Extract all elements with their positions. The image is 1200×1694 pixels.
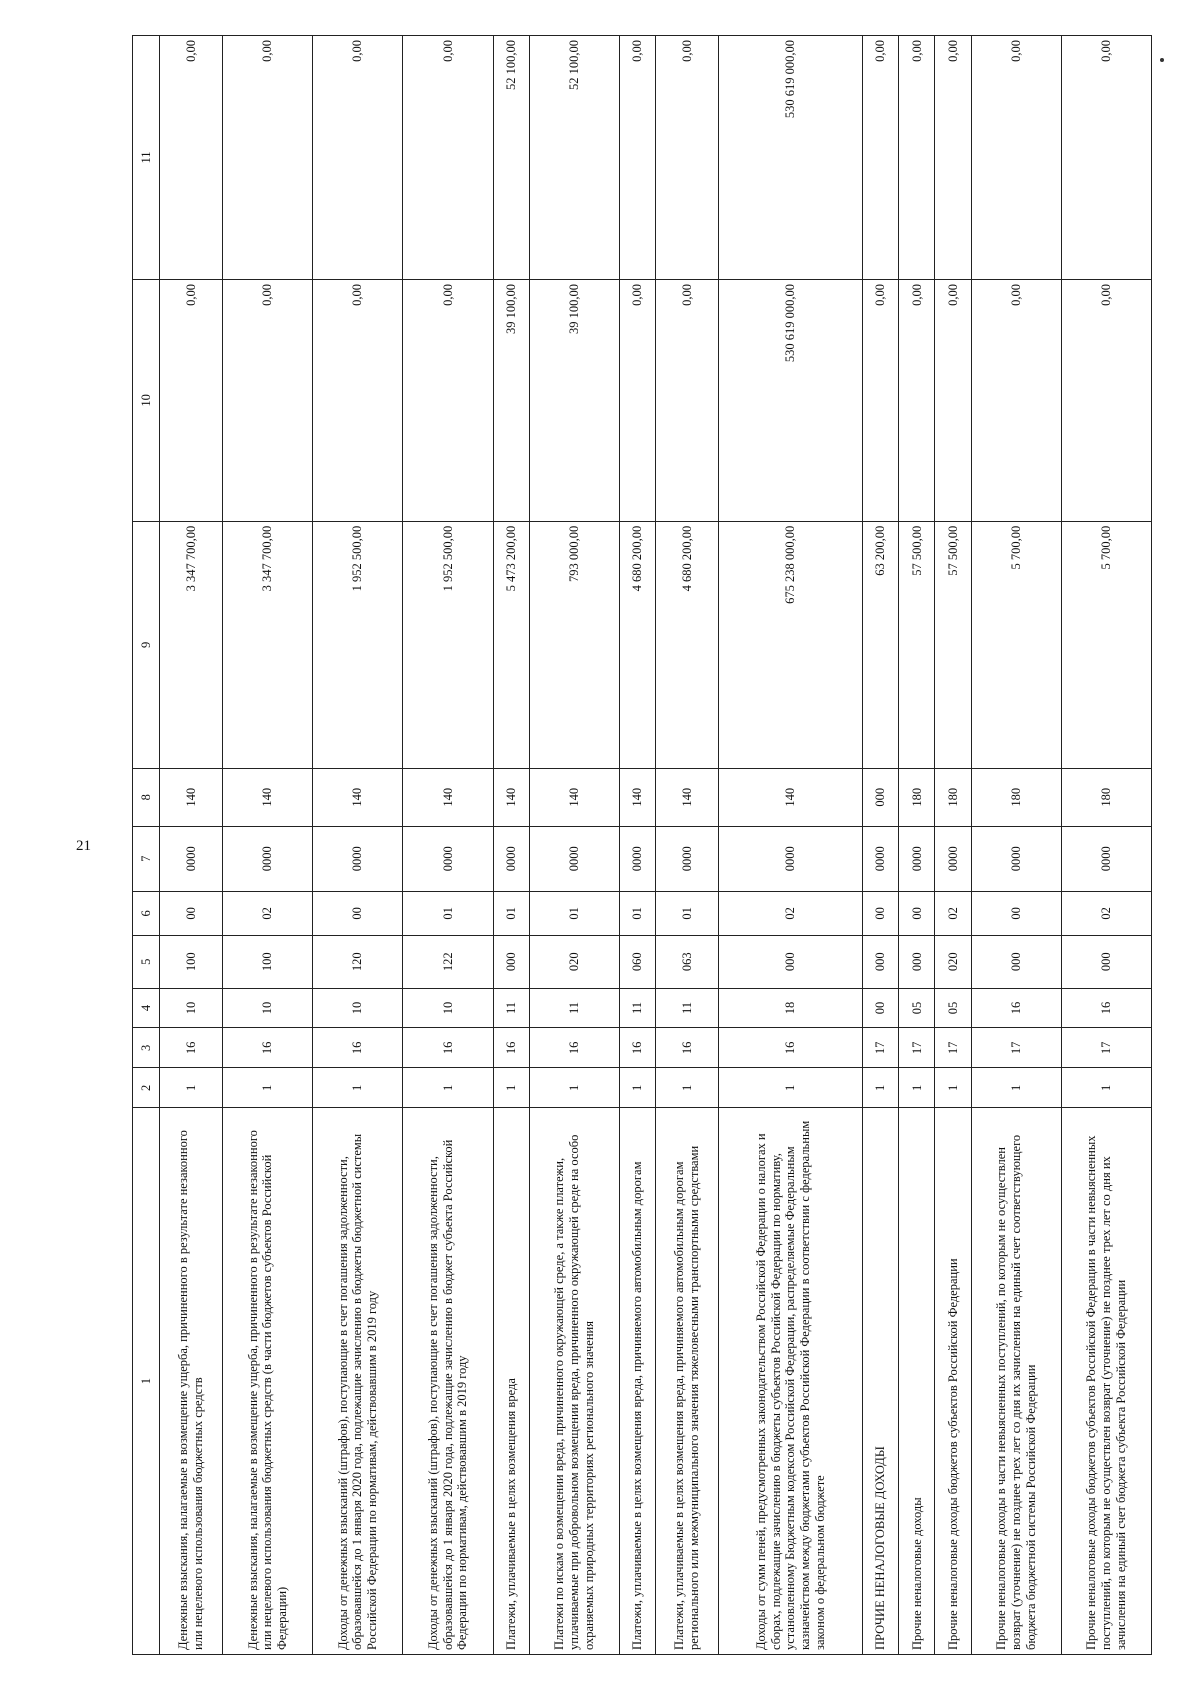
amount-col-9-cell: 4 680 200,00: [655, 521, 718, 768]
amount-col-11-cell: 0,00: [1061, 36, 1151, 280]
col-8-cell: 140: [403, 768, 493, 826]
table-row: [619, 36, 655, 1655]
description-cell: Денежные взыскания, налагаемые в возмещение ущерба, причиненного в результате незаконного или нецелевого использования бюджетных средств: [160, 1108, 223, 1655]
amount-col-10-cell: 0,00: [971, 279, 1061, 521]
amount-col-10-cell: 0,00: [313, 279, 403, 521]
col-4-cell: 16: [1061, 988, 1151, 1028]
table-row: [313, 36, 403, 1655]
table-row: [971, 36, 1061, 1655]
table-body: [160, 36, 1152, 1655]
col-6-cell: 00: [313, 891, 403, 935]
col-2-cell: 1: [899, 1068, 935, 1108]
amount-col-9-cell: 1 952 500,00: [313, 521, 403, 768]
col-8-cell: 180: [935, 768, 971, 826]
amount-col-10-cell: 0,00: [655, 279, 718, 521]
header-col-9: 9: [133, 521, 160, 768]
page-number: 21: [76, 838, 91, 854]
amount-col-10-cell: 0,00: [619, 279, 655, 521]
amount-col-9-cell: 5 473 200,00: [493, 521, 529, 768]
col-8-cell: 140: [719, 768, 863, 826]
col-3-cell: 17: [971, 1028, 1061, 1068]
amount-col-10-cell: 0,00: [160, 279, 223, 521]
amount-col-11-cell: 52 100,00: [493, 36, 529, 280]
col-5-cell: 020: [935, 935, 971, 988]
table-row: [719, 36, 863, 1655]
amount-col-10-cell: 0,00: [863, 279, 899, 521]
amount-col-11-cell: 530 619 000,00: [719, 36, 863, 280]
amount-col-11-cell: 0,00: [313, 36, 403, 280]
col-8-cell: 140: [313, 768, 403, 826]
col-2-cell: 1: [1061, 1068, 1151, 1108]
col-3-cell: 16: [160, 1028, 223, 1068]
col-4-cell: 10: [403, 988, 493, 1028]
description-cell: ПРОЧИЕ НЕНАЛОГОВЫЕ ДОХОДЫ: [863, 1108, 899, 1655]
amount-col-10-cell: 0,00: [223, 279, 313, 521]
col-4-cell: 10: [160, 988, 223, 1028]
col-7-cell: 0000: [899, 826, 935, 891]
col-8-cell: 000: [863, 768, 899, 826]
col-5-cell: 100: [160, 935, 223, 988]
col-2-cell: 1: [493, 1068, 529, 1108]
col-2-cell: 1: [655, 1068, 718, 1108]
col-6-cell: 00: [160, 891, 223, 935]
header-col-1: 1: [133, 1108, 160, 1655]
header-col-2: 2: [133, 1068, 160, 1108]
col-4-cell: 10: [223, 988, 313, 1028]
amount-col-11-cell: 0,00: [935, 36, 971, 280]
col-8-cell: 180: [899, 768, 935, 826]
description-cell: Прочие неналоговые доходы в части невыясненных поступлений, по которым не осуществлен возврат (уточнение) не позднее трех лет со дня их зачисления на единый счет соответствующего бюджета бюджетной системы Российской Федерации: [971, 1108, 1061, 1655]
col-6-cell: 02: [1061, 891, 1151, 935]
col-3-cell: 17: [935, 1028, 971, 1068]
col-7-cell: 0000: [619, 826, 655, 891]
col-4-cell: 18: [719, 988, 863, 1028]
col-6-cell: 02: [719, 891, 863, 935]
revenue-table: [132, 35, 1152, 1655]
header-col-10: 10: [133, 279, 160, 521]
description-cell: Платежи, уплачиваемые в целях возмещения вреда, причиняемого автомобильным дорогам регионального или межмуниципального значения тяжеловесными транспортными средствами: [655, 1108, 718, 1655]
col-5-cell: 020: [529, 935, 619, 988]
col-2-cell: 1: [313, 1068, 403, 1108]
col-8-cell: 140: [493, 768, 529, 826]
col-2-cell: 1: [223, 1068, 313, 1108]
col-4-cell: 16: [971, 988, 1061, 1028]
col-6-cell: 00: [899, 891, 935, 935]
amount-col-9-cell: 793 000,00: [529, 521, 619, 768]
col-4-cell: 11: [619, 988, 655, 1028]
amount-col-9-cell: 5 700,00: [1061, 521, 1151, 768]
amount-col-11-cell: 52 100,00: [529, 36, 619, 280]
description-cell: Платежи по искам о возмещении вреда, причиненного окружающей среде, а также платежи, уплачиваемые при добровольном возмещении вреда, причиненного окружающей среде на особо охраняемых природных территориях регионального значения: [529, 1108, 619, 1655]
amount-col-10-cell: 0,00: [1061, 279, 1151, 521]
col-2-cell: 1: [971, 1068, 1061, 1108]
col-2-cell: 1: [719, 1068, 863, 1108]
amount-col-9-cell: 5 700,00: [971, 521, 1061, 768]
col-8-cell: 140: [529, 768, 619, 826]
col-5-cell: 100: [223, 935, 313, 988]
amount-col-10-cell: 0,00: [403, 279, 493, 521]
col-7-cell: 0000: [1061, 826, 1151, 891]
col-7-cell: 0000: [655, 826, 718, 891]
col-5-cell: 122: [403, 935, 493, 988]
col-8-cell: 140: [160, 768, 223, 826]
amount-col-9-cell: 675 238 000,00: [719, 521, 863, 768]
header-col-11: 11: [133, 36, 160, 280]
table-row: [160, 36, 223, 1655]
col-4-cell: 05: [935, 988, 971, 1028]
amount-col-11-cell: 0,00: [863, 36, 899, 280]
col-7-cell: 0000: [493, 826, 529, 891]
table-row: [1061, 36, 1151, 1655]
amount-col-11-cell: 0,00: [619, 36, 655, 280]
col-8-cell: 180: [1061, 768, 1151, 826]
table-row: [493, 36, 529, 1655]
header-col-5: 5: [133, 935, 160, 988]
col-3-cell: 16: [655, 1028, 718, 1068]
col-4-cell: 11: [493, 988, 529, 1028]
header-row: [133, 36, 160, 1655]
col-6-cell: 01: [493, 891, 529, 935]
col-5-cell: 000: [493, 935, 529, 988]
col-4-cell: 00: [863, 988, 899, 1028]
col-7-cell: 0000: [313, 826, 403, 891]
col-3-cell: 16: [493, 1028, 529, 1068]
col-2-cell: 1: [160, 1068, 223, 1108]
amount-col-11-cell: 0,00: [223, 36, 313, 280]
col-3-cell: 17: [1061, 1028, 1151, 1068]
col-5-cell: 063: [655, 935, 718, 988]
col-7-cell: 0000: [529, 826, 619, 891]
col-3-cell: 16: [719, 1028, 863, 1068]
col-4-cell: 11: [655, 988, 718, 1028]
col-2-cell: 1: [529, 1068, 619, 1108]
col-5-cell: 000: [899, 935, 935, 988]
col-5-cell: 000: [971, 935, 1061, 988]
amount-col-9-cell: 3 347 700,00: [160, 521, 223, 768]
col-5-cell: 120: [313, 935, 403, 988]
col-5-cell: 000: [719, 935, 863, 988]
col-2-cell: 1: [403, 1068, 493, 1108]
amount-col-9-cell: 63 200,00: [863, 521, 899, 768]
amount-col-9-cell: 1 952 500,00: [403, 521, 493, 768]
table-row: [863, 36, 899, 1655]
col-4-cell: 11: [529, 988, 619, 1028]
description-cell: Прочие неналоговые доходы: [899, 1108, 935, 1655]
amount-col-11-cell: 0,00: [403, 36, 493, 280]
amount-col-9-cell: 4 680 200,00: [619, 521, 655, 768]
amount-col-9-cell: 57 500,00: [935, 521, 971, 768]
col-5-cell: 060: [619, 935, 655, 988]
table-row: [223, 36, 313, 1655]
col-2-cell: 1: [619, 1068, 655, 1108]
amount-col-10-cell: 530 619 000,00: [719, 279, 863, 521]
col-6-cell: 00: [863, 891, 899, 935]
description-cell: Доходы от сумм пеней, предусмотренных законодательством Российской Федерации о налогах и сборах, подлежащие зачислению в бюджеты субъектов Российской Федерации по нормативу, установленному Бюджетным кодексом Российской Федерации, распределяемые Федеральным казначейством между бюджетами субъектов Российской Федерации в соответствии с федеральным законом о федеральном бюджете: [719, 1108, 863, 1655]
col-8-cell: 180: [971, 768, 1061, 826]
col-8-cell: 140: [655, 768, 718, 826]
amount-col-10-cell: 39 100,00: [529, 279, 619, 521]
col-2-cell: 1: [935, 1068, 971, 1108]
col-7-cell: 0000: [403, 826, 493, 891]
table-row: [655, 36, 718, 1655]
col-6-cell: 01: [529, 891, 619, 935]
col-2-cell: 1: [863, 1068, 899, 1108]
scan-speck: [1160, 58, 1164, 62]
col-6-cell: 00: [971, 891, 1061, 935]
amount-col-11-cell: 0,00: [899, 36, 935, 280]
description-cell: Доходы от денежных взысканий (штрафов), поступающие в счет погашения задолженности, образовавшейся до 1 января 2020 года, подлежащие зачислению в бюджеты бюджетной системы Российской Федерации по нормативам, действовавшим в 2019 году: [313, 1108, 403, 1655]
col-3-cell: 16: [403, 1028, 493, 1068]
description-cell: Платежи, уплачиваемые в целях возмещения вреда: [493, 1108, 529, 1655]
col-7-cell: 0000: [719, 826, 863, 891]
col-6-cell: 02: [223, 891, 313, 935]
description-cell: Денежные взыскания, налагаемые в возмещение ущерба, причиненного в результате незаконного или нецелевого использования бюджетных средств (в части бюджетов субъектов Российской Федерации): [223, 1108, 313, 1655]
revenue-table-sheet: [132, 35, 1152, 1655]
col-6-cell: 01: [619, 891, 655, 935]
header-col-4: 4: [133, 988, 160, 1028]
header-col-3: 3: [133, 1028, 160, 1068]
table-row: [935, 36, 971, 1655]
header-col-8: 8: [133, 768, 160, 826]
col-7-cell: 0000: [160, 826, 223, 891]
col-3-cell: 17: [863, 1028, 899, 1068]
col-7-cell: 0000: [935, 826, 971, 891]
header-col-7: 7: [133, 826, 160, 891]
amount-col-10-cell: 0,00: [899, 279, 935, 521]
description-cell: Прочие неналоговые доходы бюджетов субъектов Российской Федерации в части невыясненных поступлений, по которым не осуществлен возврат (уточнение) не позднее трех лет со дня их зачисления на единый счет бюджета субъекта Российской Федерации: [1061, 1108, 1151, 1655]
col-5-cell: 000: [863, 935, 899, 988]
table-row: [403, 36, 493, 1655]
description-cell: Доходы от денежных взысканий (штрафов), поступающие в счет погашения задолженности, образовавшейся до 1 января 2020 года, подлежащие зачислению в бюджет субъекта Российской Федерации по нормативам, действовавшим в 2019 году: [403, 1108, 493, 1655]
col-6-cell: 02: [935, 891, 971, 935]
col-7-cell: 0000: [971, 826, 1061, 891]
col-3-cell: 16: [619, 1028, 655, 1068]
description-cell: Платежи, уплачиваемые в целях возмещения вреда, причиняемого автомобильным дорогам: [619, 1108, 655, 1655]
col-4-cell: 10: [313, 988, 403, 1028]
col-6-cell: 01: [403, 891, 493, 935]
col-3-cell: 16: [313, 1028, 403, 1068]
col-4-cell: 05: [899, 988, 935, 1028]
table-row: [899, 36, 935, 1655]
col-7-cell: 0000: [223, 826, 313, 891]
col-6-cell: 01: [655, 891, 718, 935]
col-5-cell: 000: [1061, 935, 1151, 988]
col-7-cell: 0000: [863, 826, 899, 891]
amount-col-11-cell: 0,00: [160, 36, 223, 280]
amount-col-10-cell: 39 100,00: [493, 279, 529, 521]
col-8-cell: 140: [223, 768, 313, 826]
amount-col-9-cell: 57 500,00: [899, 521, 935, 768]
header-col-6: 6: [133, 891, 160, 935]
col-8-cell: 140: [619, 768, 655, 826]
amount-col-10-cell: 0,00: [935, 279, 971, 521]
amount-col-11-cell: 0,00: [655, 36, 718, 280]
description-cell: Прочие неналоговые доходы бюджетов субъектов Российской Федерации: [935, 1108, 971, 1655]
amount-col-9-cell: 3 347 700,00: [223, 521, 313, 768]
col-3-cell: 16: [223, 1028, 313, 1068]
table-row: [529, 36, 619, 1655]
amount-col-11-cell: 0,00: [971, 36, 1061, 280]
col-3-cell: 16: [529, 1028, 619, 1068]
col-3-cell: 17: [899, 1028, 935, 1068]
